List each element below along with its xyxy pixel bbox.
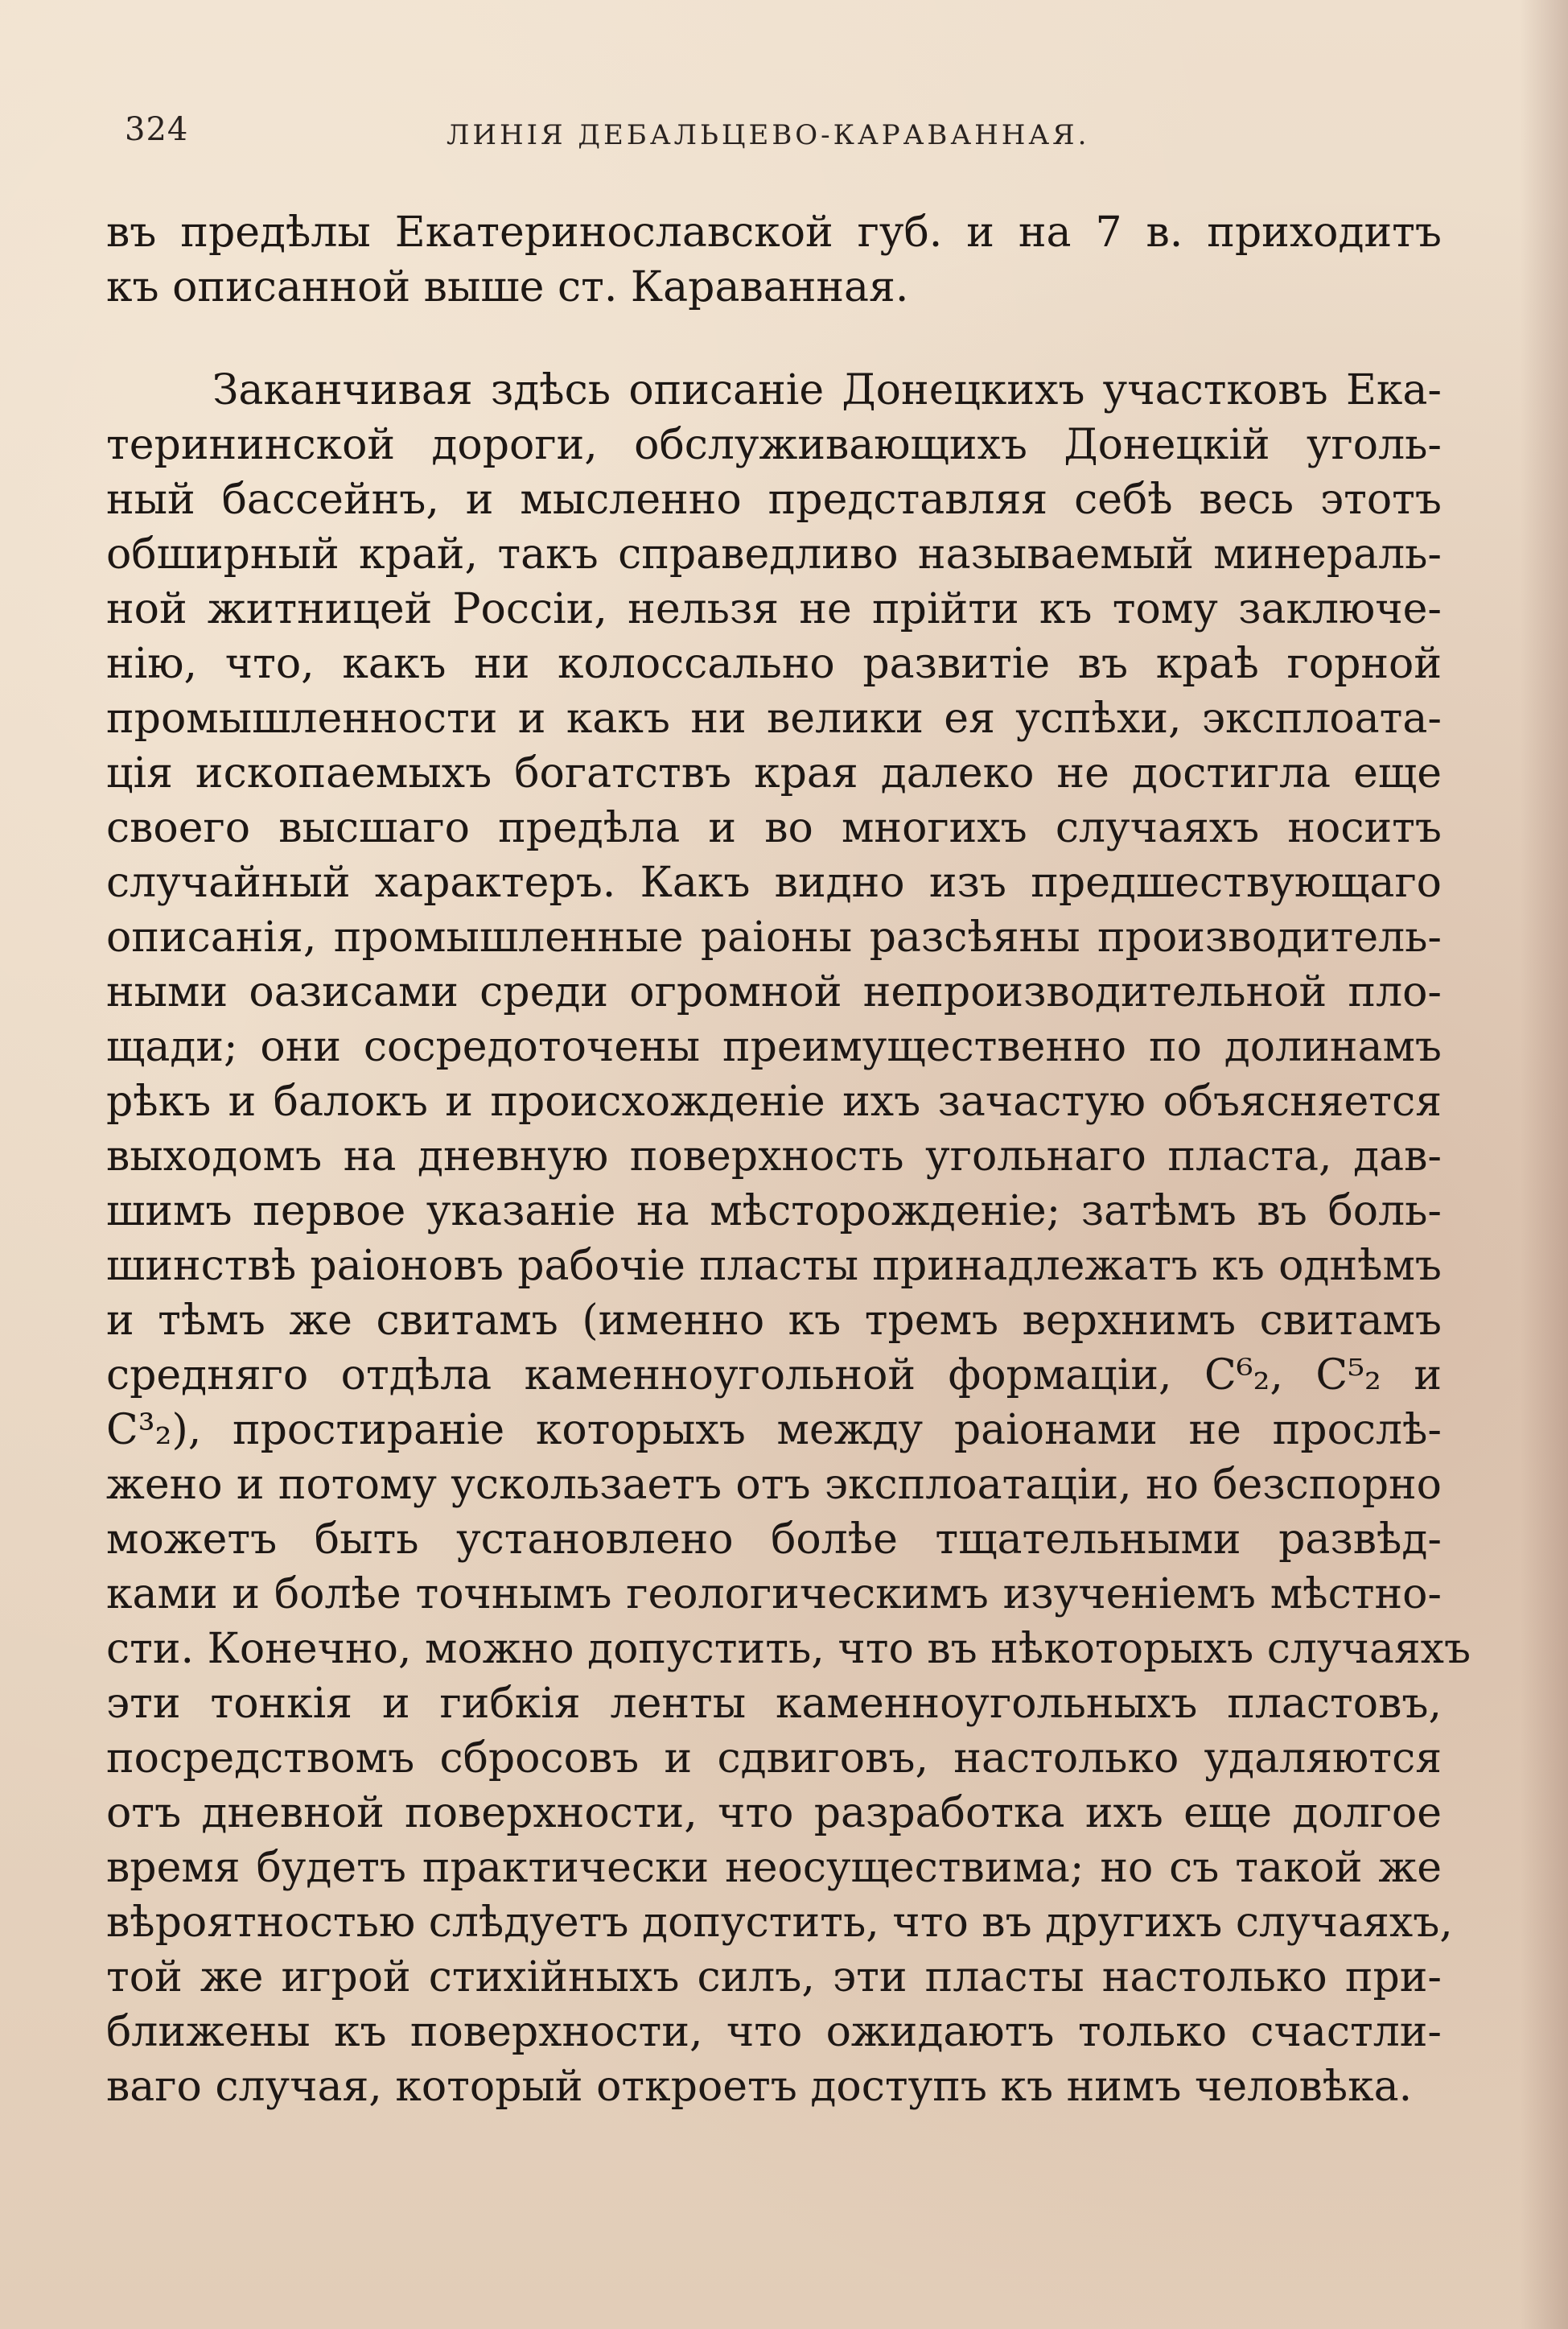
- page-header: [125, 111, 1444, 159]
- page-edge-shadow: [1520, 0, 1568, 2329]
- text-line: шимъ первое указаніе на мѣсторожденіе; затѣмъ въ боль-: [106, 1187, 1442, 1235]
- text-line: въ предѣлы Екатеринославской губ. и на 7 в. приходитъ: [106, 208, 1442, 257]
- text-line: ками и болѣе точнымъ геологическимъ изученіемъ мѣстно-: [106, 1570, 1442, 1618]
- paragraph-2: [106, 363, 1471, 2114]
- text-line: щади; они сосредоточены преимущественно по долинамъ: [106, 1023, 1442, 1071]
- text-line: описанія, промышленные раіоны разсѣяны производитель-: [106, 913, 1442, 962]
- text-line: Заканчивая здѣсь описаніе Донецкихъ участковъ Ека-: [212, 366, 1442, 414]
- running-title: ЛИНІЯ ДЕБАЛЬЦЕВО-КАРАВАННАЯ.: [447, 119, 1090, 151]
- text-line: эти тонкія и гибкія ленты каменноугольныхъ пластовъ,: [106, 1680, 1442, 1728]
- text-line: ція ископаемыхъ богатствъ края далеко не достигла еще: [106, 749, 1442, 798]
- text-line: промышленности и какъ ни велики ея успѣхи, эксплоата-: [106, 695, 1442, 743]
- page-number: 324: [125, 111, 189, 148]
- text-line: выходомъ на дневную поверхность угольнаго пласта, дав-: [106, 1132, 1442, 1181]
- paragraph-gap: [106, 315, 1442, 363]
- text-line: своего высшаго предѣла и во многихъ случаяхъ носитъ: [106, 804, 1442, 852]
- text-line: ный бассейнъ, и мысленно представляя себѣ весь этотъ: [106, 476, 1442, 524]
- text-line: вѣроятностью слѣдуетъ допустить, что въ другихъ случаяхъ,: [106, 1898, 1453, 1947]
- text-line: жено и потому ускользаетъ отъ эксплоатаціи, но безспорно: [106, 1461, 1442, 1509]
- body-text: [106, 205, 1471, 2114]
- text-line: къ описанной выше ст. Караванная.: [106, 263, 909, 311]
- text-line: нію, что, какъ ни колоссально развитіе въ краѣ горной: [106, 640, 1442, 688]
- text-line: и тѣмъ же свитамъ (именно къ тремъ верхнимъ свитамъ: [106, 1296, 1442, 1345]
- text-line: C³₂), простираніе которыхъ между раіонами не прослѣ-: [106, 1406, 1442, 1454]
- text-line: шинствѣ раіоновъ рабочіе пласты принадлежатъ къ однѣмъ: [106, 1242, 1442, 1290]
- text-line: терининской дороги, обслуживающихъ Донецкій уголь-: [106, 421, 1442, 469]
- text-line: можетъ быть установлено болѣе тщательными развѣд-: [106, 1515, 1442, 1564]
- paragraph-1: [106, 205, 1442, 315]
- text-line: посредствомъ сбросовъ и сдвиговъ, настолько удаляются: [106, 1734, 1442, 1783]
- text-line: ными оазисами среди огромной непроизводительной пло-: [106, 968, 1442, 1016]
- text-line: ной житницей Россіи, нельзя не прійти къ тому заключе-: [106, 585, 1442, 633]
- text-line: ближены къ поверхности, что ожидаютъ только счастли-: [106, 2008, 1442, 2056]
- text-line: той же игрой стихійныхъ силъ, эти пласты настолько при-: [106, 1953, 1442, 2001]
- text-line: рѣкъ и балокъ и происхожденіе ихъ зачастую объясняется: [106, 1078, 1442, 1126]
- text-line: обширный край, такъ справедливо называемый минераль-: [106, 530, 1442, 579]
- text-line: случайный характеръ. Какъ видно изъ предшествующаго: [106, 859, 1442, 907]
- text-line: сти. Конечно, можно допустить, что въ нѣкоторыхъ случаяхъ: [106, 1625, 1471, 1673]
- text-line: ваго случая, который откроетъ доступъ къ нимъ человѣка.: [106, 2063, 1413, 2111]
- text-line: средняго отдѣла каменноугольной формаціи, C⁶₂, C⁵₂ и: [106, 1351, 1442, 1399]
- text-line: время будетъ практически неосуществима; но съ такой же: [106, 1844, 1442, 1892]
- text-line: отъ дневной поверхности, что разработка ихъ еще долгое: [106, 1789, 1442, 1837]
